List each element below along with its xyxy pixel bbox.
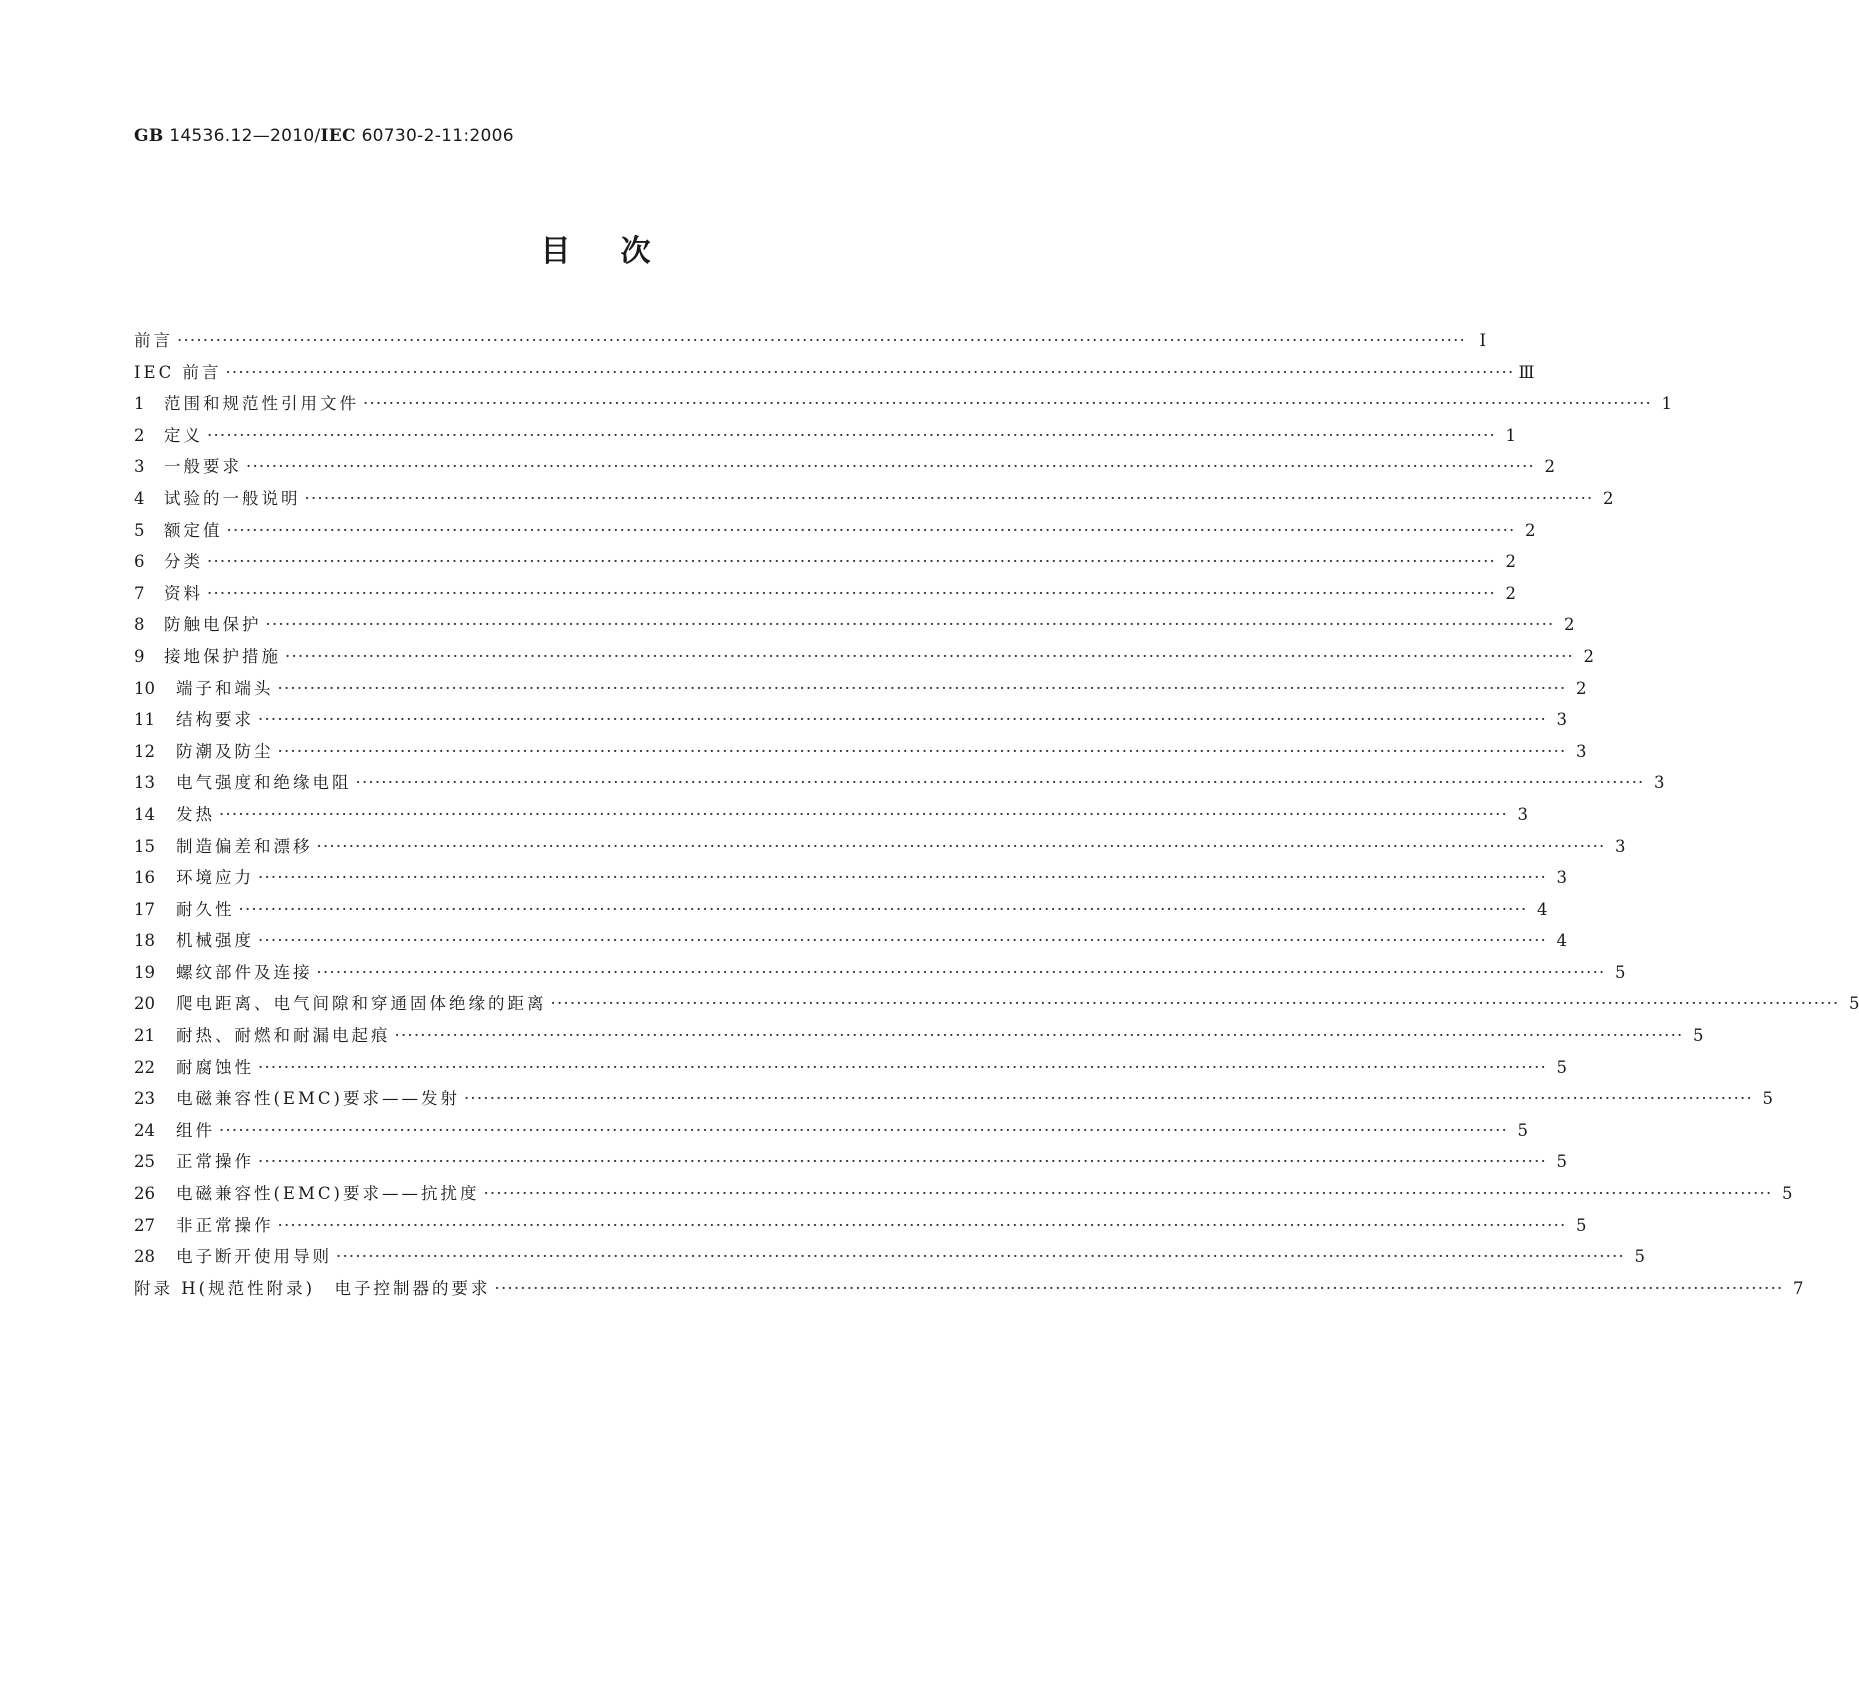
toc-entry-page: 3 [1517,804,1528,824]
toc-entry[interactable] [134,325,1486,357]
toc-entry-page: 5 [1692,1026,1704,1046]
toc-entry-number: 8 [134,615,145,635]
toc-entry-page: 5 [1848,994,1859,1014]
dot-leader: ········································································································································································································ [177,331,1466,350]
toc-entry-number: 18 [134,931,155,951]
toc-entry-label: 电磁兼容性(EMC)要求——发射 [176,1089,460,1109]
toc-entry[interactable] [134,1178,1793,1210]
toc-entry-label: 爬电距离、电气间隙和穿通固体绝缘的距离 [176,994,547,1014]
toc-entry-number: 28 [134,1247,155,1267]
dot-leader: ········································································································································································································ [219,1120,1508,1140]
dot-leader: ········································································································································································································ [363,394,1652,414]
toc-entry-page: 2 [1575,678,1587,698]
toc-entry[interactable] [134,451,1555,483]
toc-entry-number: 3 [134,457,145,477]
toc-entry-label: 一般要求 [164,457,242,477]
toc-entry-label: 制造偏差和漂移 [176,836,313,856]
toc-entry-page: 4 [1536,899,1548,919]
toc-entry-number: 15 [134,836,155,856]
toc-entry-page: 2 [1544,457,1555,477]
dot-leader: ········································································································································································································ [238,899,1528,919]
toc-entry-page: 2 [1505,583,1516,603]
toc-entry-label: 正常操作 [176,1152,254,1172]
toc-entry-label: IEC 前言 [134,362,222,382]
toc-entry-number: 26 [134,1184,155,1204]
toc-entry-label: 耐久性 [176,899,235,919]
toc-entry-number: 5 [134,520,145,540]
toc-entry[interactable] [134,609,1575,641]
toc-entry-page: 3 [1556,868,1567,888]
toc-entry[interactable] [134,831,1626,863]
dot-leader: ········································································································································································································ [316,836,1606,856]
toc-entry-number: 17 [134,899,155,919]
toc-entry[interactable] [134,894,1548,926]
table-of-contents [134,325,1859,1304]
toc-entry-label: 螺纹部件及连接 [176,962,313,982]
toc-entry[interactable] [134,736,1587,768]
dot-leader: ········································································································································································································ [258,1152,1547,1172]
toc-entry[interactable] [134,1020,1704,1052]
toc-entry[interactable] [134,1273,1804,1305]
toc-entry-label: 电子断开使用导则 [176,1247,332,1267]
toc-entry-number: 22 [134,1057,155,1077]
toc-entry-page: 1 [1661,394,1672,414]
toc-entry-number: 20 [134,994,155,1014]
toc-entry[interactable] [134,483,1614,515]
toc-entry[interactable] [134,357,1535,389]
dot-leader: ········································································································································································································ [219,804,1508,824]
toc-entry-label: 环境应力 [176,868,254,888]
toc-entry-page: 5 [1781,1184,1793,1204]
toc-entry-page: 2 [1583,646,1594,666]
toc-entry-label: 接地保护措施 [164,646,281,666]
dot-leader: ········································································································································································································ [207,425,1496,445]
toc-entry-page: 3 [1653,773,1665,793]
toc-entry[interactable] [134,1083,1773,1115]
toc-entry-number: 1 [134,394,145,414]
document-header [134,126,514,146]
toc-entry-page: Ⅰ [1479,331,1486,350]
dot-leader: ········································································································································································································ [336,1247,1625,1267]
toc-entry-number: 21 [134,1026,155,1046]
dot-leader: ········································································································································································································ [494,1278,1784,1298]
dot-leader: ········································································································································································································ [277,678,1567,698]
toc-entry-label: 防潮及防尘 [176,741,274,761]
toc-entry-page: 5 [1575,1215,1587,1235]
dot-leader: ········································································································································································································ [207,583,1496,603]
toc-entry[interactable] [134,673,1587,705]
toc-entry-label: 非正常操作 [176,1215,274,1235]
toc-entry[interactable] [134,1115,1528,1147]
toc-entry-page: 3 [1556,710,1567,730]
toc-entry-page: 5 [1556,1152,1567,1172]
toc-entry[interactable] [134,925,1567,957]
toc-entry-number: 4 [134,488,145,508]
dot-leader: ········································································································································································································ [265,615,1555,635]
dot-leader: ········································································································································································································ [463,1089,1753,1109]
toc-entry-page: 3 [1575,741,1587,761]
toc-entry[interactable] [134,420,1516,452]
toc-entry[interactable] [134,799,1528,831]
toc-entry-label: 电气强度和绝缘电阻 [176,773,352,793]
toc-entry[interactable] [134,641,1594,673]
toc-entry-label: 防触电保护 [164,615,262,635]
toc-entry-label: 组件 [176,1120,215,1140]
toc-entry[interactable] [134,1052,1567,1084]
toc-entry-page: 2 [1505,552,1516,572]
toc-entry[interactable] [134,515,1536,547]
toc-entry-number: 27 [134,1215,155,1235]
toc-entry-label: 电磁兼容性(EMC)要求——抗扰度 [176,1184,480,1204]
toc-entry-label: 前言 [134,331,173,350]
toc-entry-page: 3 [1614,836,1626,856]
dot-leader: ········································································································································································································ [258,1057,1547,1077]
header-iec: IEC [320,126,356,146]
toc-entry-label: 定义 [164,425,203,445]
toc-entry-label: 发热 [176,804,215,824]
toc-entry-page: 5 [1517,1120,1528,1140]
toc-entry[interactable] [134,957,1626,989]
toc-entry-number: 23 [134,1089,155,1109]
header-iec-code: 60730-2-11:2006 [355,126,514,146]
toc-entry[interactable] [134,388,1672,420]
toc-entry-number: 6 [134,552,145,572]
toc-entry-number: 12 [134,741,155,761]
toc-entry[interactable] [134,1146,1567,1178]
toc-entry-page: Ⅲ [1518,362,1535,382]
toc-title: 目次 [540,234,701,269]
toc-entry[interactable] [134,988,1859,1020]
toc-entry-page: 5 [1556,1057,1567,1077]
toc-entry-page: 2 [1563,615,1575,635]
toc-entry-page: 7 [1793,1278,1804,1298]
toc-entry-number: 24 [134,1120,155,1140]
toc-entry[interactable] [134,704,1567,736]
toc-entry-number: 14 [134,804,155,824]
toc-entry-page: 5 [1762,1089,1773,1109]
toc-entry-page: 4 [1556,931,1567,951]
dot-leader: ········································································································································································································ [316,962,1606,982]
toc-entry-page: 2 [1524,520,1536,540]
toc-entry-number: 2 [134,425,145,445]
toc-entry-number: 13 [134,773,155,793]
dot-leader: ········································································································································································································ [246,457,1535,477]
header-prefix: GB [134,126,164,146]
dot-leader: ········································································································································································································ [258,931,1547,951]
dot-leader: ········································································································································································································ [355,773,1645,793]
toc-entry-label: 额定值 [164,520,223,540]
dot-leader: ········································································································································································································ [483,1184,1773,1204]
toc-entry-label: 端子和端头 [176,678,274,698]
dot-leader: ········································································································································································································ [258,868,1547,888]
dot-leader: ········································································································································································································ [277,1215,1567,1235]
toc-entry[interactable] [134,546,1516,578]
dot-leader: ········································································································································································································ [225,362,1515,382]
toc-entry-page: 2 [1602,488,1614,508]
toc-entry[interactable] [134,1210,1587,1242]
toc-entry-number: 16 [134,868,155,888]
toc-entry-label: 结构要求 [176,710,254,730]
dot-leader: ········································································································································································································ [550,994,1840,1014]
dot-leader: ········································································································································································································ [207,552,1496,572]
toc-entry-number: 19 [134,962,155,982]
toc-entry[interactable] [134,862,1567,894]
toc-entry[interactable] [134,578,1516,610]
toc-entry-label: 分类 [164,552,203,572]
toc-entry[interactable] [134,767,1665,799]
dot-leader: ········································································································································································································ [285,646,1574,666]
dot-leader: ········································································································································································································ [394,1026,1684,1046]
dot-leader: ········································································································································································································ [304,488,1594,508]
toc-entry-number: 11 [134,710,155,730]
toc-entry-page: 5 [1614,962,1626,982]
header-code: 14536.12—2010/ [163,126,321,146]
dot-leader: ········································································································································································································ [226,520,1516,540]
toc-entry-number: 25 [134,1152,155,1172]
toc-entry-number: 7 [134,583,145,603]
toc-entry-number: 10 [134,678,155,698]
toc-entry-page: 5 [1634,1247,1645,1267]
toc-entry-number: 9 [134,646,145,666]
dot-leader: ········································································································································································································ [258,710,1547,730]
toc-entry-label: 耐腐蚀性 [176,1057,254,1077]
toc-entry-label: 耐热、耐燃和耐漏电起痕 [176,1026,391,1046]
toc-entry-label: 资料 [164,583,203,603]
toc-entry-label: 试验的一般说明 [164,488,301,508]
toc-entry-label: 机械强度 [176,931,254,951]
toc-entry-page: 1 [1505,425,1516,445]
dot-leader: ········································································································································································································ [277,741,1567,761]
toc-entry[interactable] [134,1241,1645,1273]
toc-entry-label: 范围和规范性引用文件 [164,394,359,414]
toc-entry-label: 附录 H(规范性附录) 电子控制器的要求 [134,1278,491,1298]
